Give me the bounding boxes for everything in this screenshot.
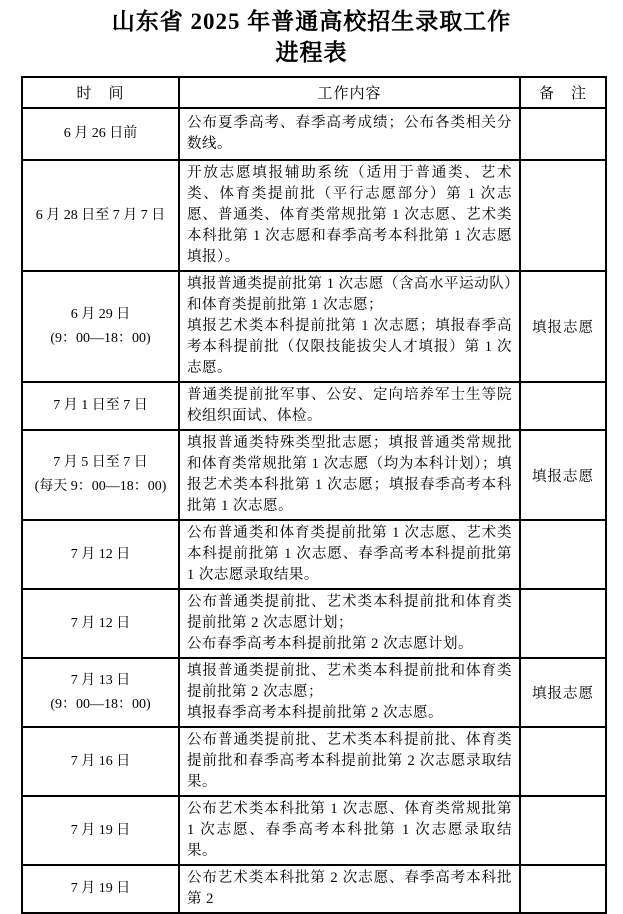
table-row bbox=[22, 865, 606, 913]
table-row bbox=[22, 160, 606, 271]
time-line: 7 月 13 日 bbox=[70, 672, 131, 688]
work-content-paragraph: 公布普通类提前批、艺术类本科提前批、体育类提前批和春季高考本科提前批第 2 次志愿录取结果。 bbox=[187, 732, 512, 790]
work-content-cell bbox=[179, 430, 520, 520]
time-line: 7 月 12 日 bbox=[70, 546, 131, 562]
schedule-table bbox=[21, 76, 607, 914]
time-cell bbox=[22, 160, 179, 271]
remark-cell: 填报志愿 bbox=[520, 430, 606, 520]
work-content-paragraph: 公布普通类提前批、艺术类本科提前批和体育类提前批第 2 次志愿计划； bbox=[187, 594, 512, 631]
time-line: 7 月 19 日 bbox=[70, 822, 131, 838]
time-cell bbox=[22, 108, 179, 160]
time-cell bbox=[22, 520, 179, 589]
work-content-paragraph: 公布春季高考本科提前批第 2 次志愿计划。 bbox=[187, 636, 473, 652]
table-row bbox=[22, 589, 606, 658]
page-title-line2: 进程表 bbox=[275, 40, 348, 65]
remark-cell bbox=[520, 160, 606, 271]
remark-cell bbox=[520, 108, 606, 160]
table-row bbox=[22, 271, 606, 382]
time-cell bbox=[22, 271, 179, 382]
header-work-content: 工作内容 bbox=[179, 77, 520, 108]
table-row bbox=[22, 382, 606, 430]
work-content-paragraph: 公布普通类和体育类提前批第 1 次志愿、艺术类本科提前批第 1 次志愿、春季高考本科提前批第 1 次志愿录取结果。 bbox=[187, 525, 512, 583]
work-content-paragraph: 公布夏季高考、春季高考成绩；公布各类相关分数线。 bbox=[187, 115, 512, 152]
work-content-paragraph: 填报普通类提前批第 1 次志愿（含高水平运动队）和体育类提前批第 1 次志愿； bbox=[187, 276, 512, 313]
time-line: 7 月 12 日 bbox=[70, 615, 131, 631]
remark-cell: 填报志愿 bbox=[520, 271, 606, 382]
remark-cell bbox=[520, 382, 606, 430]
time-line: 7 月 16 日 bbox=[70, 753, 131, 769]
page-title bbox=[30, 6, 593, 68]
page-title-line1: 山东省 2025 年普通高校招生录取工作 bbox=[111, 9, 512, 34]
work-content-paragraph: 填报普通类特殊类型批志愿；填报普通类常规批和体育类常规批第 1 次志愿（均为本科计划）；填报艺术类本科批第 1 次志愿；填报春季高考本科批第 1 次志愿。 bbox=[187, 435, 512, 514]
work-content-cell bbox=[179, 520, 520, 589]
work-content-paragraph: 填报春季高考本科提前批第 2 次志愿。 bbox=[187, 705, 443, 721]
work-content-cell bbox=[179, 589, 520, 658]
time-line: 6 月 29 日 bbox=[70, 306, 131, 322]
time-line: (每天 9：00—18：00) bbox=[34, 479, 167, 494]
remark-cell: 填报志愿 bbox=[520, 658, 606, 727]
time-cell bbox=[22, 658, 179, 727]
table-row bbox=[22, 108, 606, 160]
remark-cell bbox=[520, 865, 606, 913]
work-content-cell bbox=[179, 865, 520, 913]
header-time: 时 间 bbox=[22, 77, 179, 108]
work-content-paragraph: 公布艺术类本科批第 2 次志愿、春季高考本科批第 2 bbox=[187, 870, 512, 907]
remark-cell bbox=[520, 796, 606, 865]
work-content-cell bbox=[179, 160, 520, 271]
remark-cell bbox=[520, 589, 606, 658]
table-row bbox=[22, 430, 606, 520]
work-content-paragraph: 填报艺术类本科提前批第 1 次志愿；填报春季高考本科提前批（仅限技能拔尖人才填报）第 1 次志愿。 bbox=[187, 318, 512, 376]
time-line: 6 月 28 日至 7 月 7 日 bbox=[35, 207, 166, 223]
table-row bbox=[22, 658, 606, 727]
work-content-cell bbox=[179, 382, 520, 430]
work-content-paragraph: 公布艺术类本科批第 1 次志愿、体育类常规批第 1 次志愿、春季高考本科批第 1 次志愿录取结果。 bbox=[187, 801, 512, 859]
work-content-cell bbox=[179, 796, 520, 865]
time-cell bbox=[22, 796, 179, 865]
time-line: 7 月 1 日至 7 日 bbox=[53, 398, 148, 413]
remark-cell bbox=[520, 520, 606, 589]
time-line: 7 月 5 日至 7 日 bbox=[53, 455, 148, 470]
table-header-row bbox=[22, 77, 606, 108]
work-content-paragraph: 开放志愿填报辅助系统（适用于普通类、艺术类、体育类提前批（平行志愿部分）第 1 次志愿、普通类、体育类常规批第 1 次志愿、艺术类本科批第 1 次志愿和春季高考本科批第 1 次志愿填报）。 bbox=[187, 165, 512, 265]
document-page bbox=[0, 6, 623, 907]
work-content-paragraph: 填报普通类提前批、艺术类本科提前批和体育类提前批第 2 次志愿； bbox=[187, 663, 512, 700]
time-line: 6 月 26 日前 bbox=[63, 126, 138, 141]
time-cell bbox=[22, 589, 179, 658]
work-content-paragraph: 普通类提前批军事、公安、定向培养军士生等院校组织面试、体检。 bbox=[187, 387, 512, 424]
table-row bbox=[22, 796, 606, 865]
header-remark: 备 注 bbox=[520, 77, 606, 108]
time-cell bbox=[22, 430, 179, 520]
table-body bbox=[22, 108, 606, 913]
work-content-cell bbox=[179, 658, 520, 727]
table-row bbox=[22, 520, 606, 589]
time-line: (9：00—18：00) bbox=[50, 696, 151, 712]
time-line: (9：00—18：00) bbox=[50, 330, 151, 346]
time-cell bbox=[22, 382, 179, 430]
time-cell bbox=[22, 865, 179, 913]
work-content-cell bbox=[179, 108, 520, 160]
work-content-cell bbox=[179, 271, 520, 382]
time-line: 7 月 19 日 bbox=[70, 881, 131, 896]
